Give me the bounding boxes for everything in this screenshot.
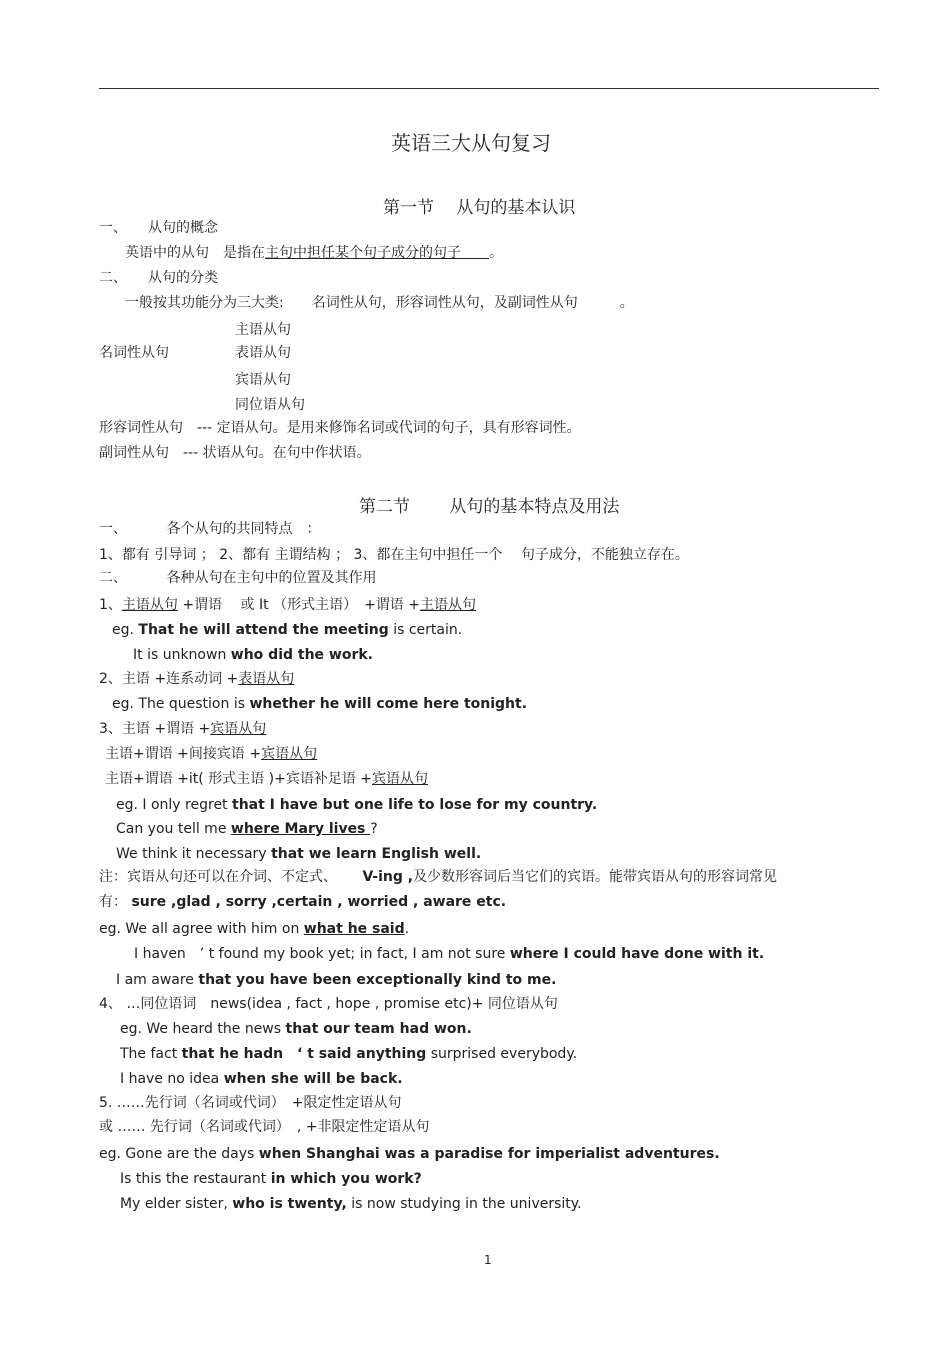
line: eg. We all agree with him on what he said. (99, 921, 410, 937)
line: 主语从句 (235, 322, 291, 338)
page-title: 英语三大从句复习 (391, 131, 551, 155)
line: 2、主语 +连系动词 +表语从句 (99, 671, 295, 687)
line: We think it necessary that we learn English well. (116, 846, 482, 862)
line: 副词性从句 --- 状语从句。在句中作状语。 (99, 445, 371, 461)
line: 表语从句 (235, 345, 291, 361)
line: 5. ……先行词（名词或代词） +限定性定语从句 (99, 1095, 402, 1111)
line: 一、 各个从句的共同特点 ： (99, 521, 321, 537)
line: 3、主语 +谓语 +宾语从句 (99, 721, 267, 737)
line: 有： sure ,glad , sorry ,certain , worried , aware etc. (99, 894, 507, 910)
line: 名词性从句 (99, 345, 169, 361)
line: Is this the restaurant in which you work? (120, 1171, 422, 1187)
line: 4、 …同位语词 news(idea , fact , hope , promise etc)+ 同位语从句 (99, 996, 558, 1012)
line: eg. That he will attend the meeting is certain. (112, 622, 463, 638)
line: 宾语从句 (235, 372, 291, 388)
line: eg. Gone are the days when Shanghai was a paradise for imperialist adventures. (99, 1146, 720, 1162)
line: eg. We heard the news that our team had won. (120, 1021, 472, 1037)
page-number: 1 (484, 1253, 492, 1267)
header-rule (99, 88, 879, 89)
line: I have no idea when she will be back. (120, 1071, 403, 1087)
section-2-heading: 第二节 从句的基本特点及用法 (359, 497, 620, 517)
line: eg. I only regret that I have but one life to lose for my country. (116, 797, 598, 813)
line: It is unknown who did the work. (133, 647, 374, 663)
line: 或 …… 先行词（名词或代词） , +非限定性定语从句 (99, 1119, 430, 1135)
line: 1、主语从句 +谓语 或 It （形式主语） +谓语 +主语从句 (99, 597, 476, 613)
line: I am aware that you have been exceptionally kind to me. (116, 972, 557, 988)
line: The fact that he hadn ‘ t said anything surprised everybody. (120, 1046, 578, 1062)
section-1-heading: 第一节 从句的基本认识 (383, 198, 576, 218)
line: 二、 各种从句在主句中的位置及其作用 (99, 570, 377, 586)
line: 一般按其功能分为三大类: 名词性从句，形容词性从句，及副词性从句 。 (125, 295, 634, 311)
line: 1、都有 引导词 ； 2、都有 主谓结构 ； 3、都在主句中担任一个 句子成分，不能独立存在。 (99, 547, 689, 563)
line: eg. The question is whether he will come here tonight. (112, 696, 528, 712)
line: 注：宾语从句还可以在介词、不定式、 V-ing ,及少数形容词后当它们的宾语。能带宾语从句的形容词常见 (99, 869, 778, 885)
line: 一、 从句的概念 (99, 220, 218, 236)
line: 同位语从句 (235, 397, 305, 413)
line: My elder sister, who is twenty, is now studying in the university. (120, 1196, 582, 1212)
line: 形容词性从句 --- 定语从句。是用来修饰名词或代词的句子，具有形容词性。 (99, 420, 581, 436)
line: 主语+谓语 +间接宾语 +宾语从句 (105, 746, 318, 762)
line: 英语中的从句 是指在主句中担任某个句子成分的句子 。 (125, 245, 503, 261)
line: 主语+谓语 +it( 形式主语 )+宾语补足语 +宾语从句 (105, 771, 429, 787)
line: I haven ’ t found my book yet; in fact, I am not sure where I could have done with it. (134, 946, 765, 962)
line: 二、 从句的分类 (99, 270, 218, 286)
line: Can you tell me where Mary lives ? (116, 821, 378, 837)
